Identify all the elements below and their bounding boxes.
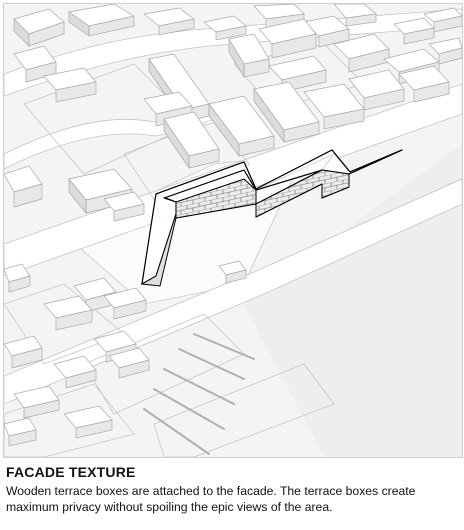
axonometric-site-diagram — [3, 3, 463, 458]
caption-title: FACADE TEXTURE — [6, 464, 136, 480]
caption — [6, 464, 458, 515]
caption-body: Wooden terrace boxes are attached to the facade. The terrace boxes create maximum privacy without spoiling the epic views of the area. — [6, 484, 416, 514]
site-drawing — [4, 4, 462, 457]
